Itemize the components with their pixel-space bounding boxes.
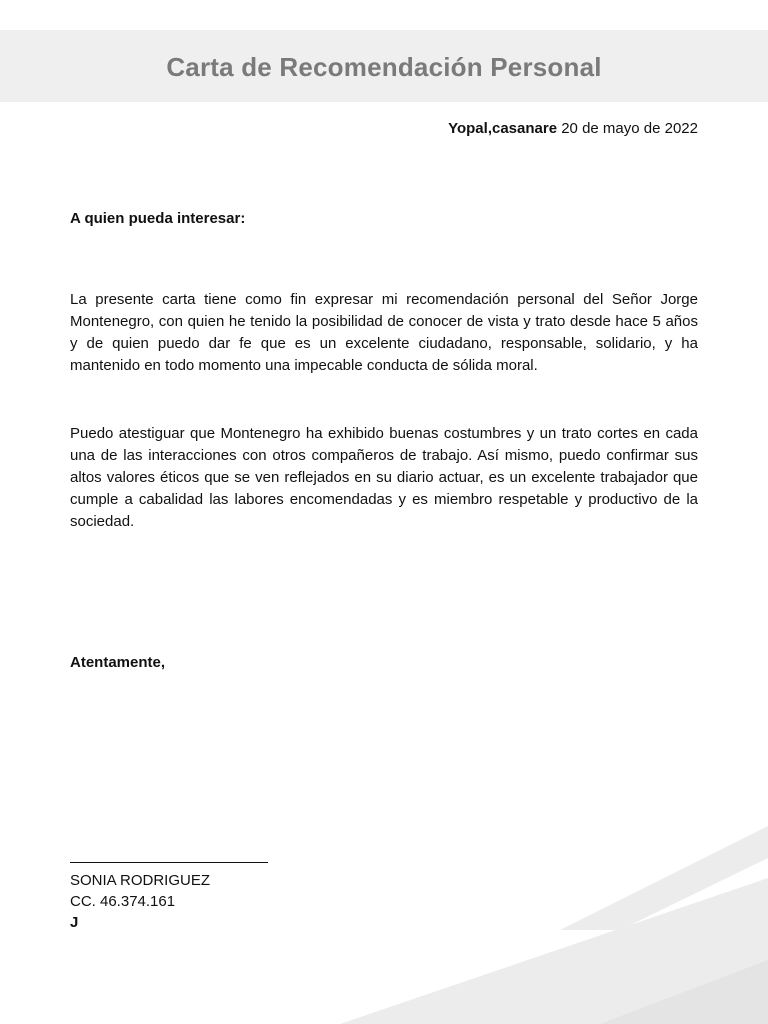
body-paragraph-1: La presente carta tiene como fin expresar mi recomendación personal del Señor Jorge Montenegro, con quien he tenido la posibilidad de conocer de vista y trato desde hace 5 años y de quien puedo dar fe que es un excelente ciudadano, responsable, solidario, y ha mantenido en todo momento una impecable conducta de sólida moral.	[70, 291, 698, 374]
closing: Atentamente,	[70, 654, 166, 671]
signature-line	[70, 862, 268, 863]
corner-band-right	[600, 960, 768, 1024]
body-paragraph-2: Puedo atestiguar que Montenegro ha exhibido buenas costumbres y un trato cortes en cada una de las interacciones con otros compañeros de trabajo. Así mismo, puedo confirmar sus altos valores éticos que se ven reflejados en su diario actuar, es un excelente trabajador que cumple a cabalidad las labores encomendadas y es miembro respetable y productivo de la sociedad.	[70, 425, 698, 530]
corner-band-lower	[340, 878, 768, 1024]
salutation: A quien pueda interesar:	[70, 210, 246, 227]
signer-name: SONIA RODRIGUEZ	[70, 872, 211, 889]
place-and-date	[448, 120, 698, 137]
date: 20 de mayo de 2022	[561, 120, 698, 137]
corner-band-upper	[560, 826, 768, 930]
signer-initial: J	[70, 914, 79, 931]
place: Yopal,casanare	[448, 120, 558, 137]
signer-id: CC. 46.374.161	[70, 893, 176, 910]
document-title: Carta de Recomendación Personal	[166, 52, 602, 82]
